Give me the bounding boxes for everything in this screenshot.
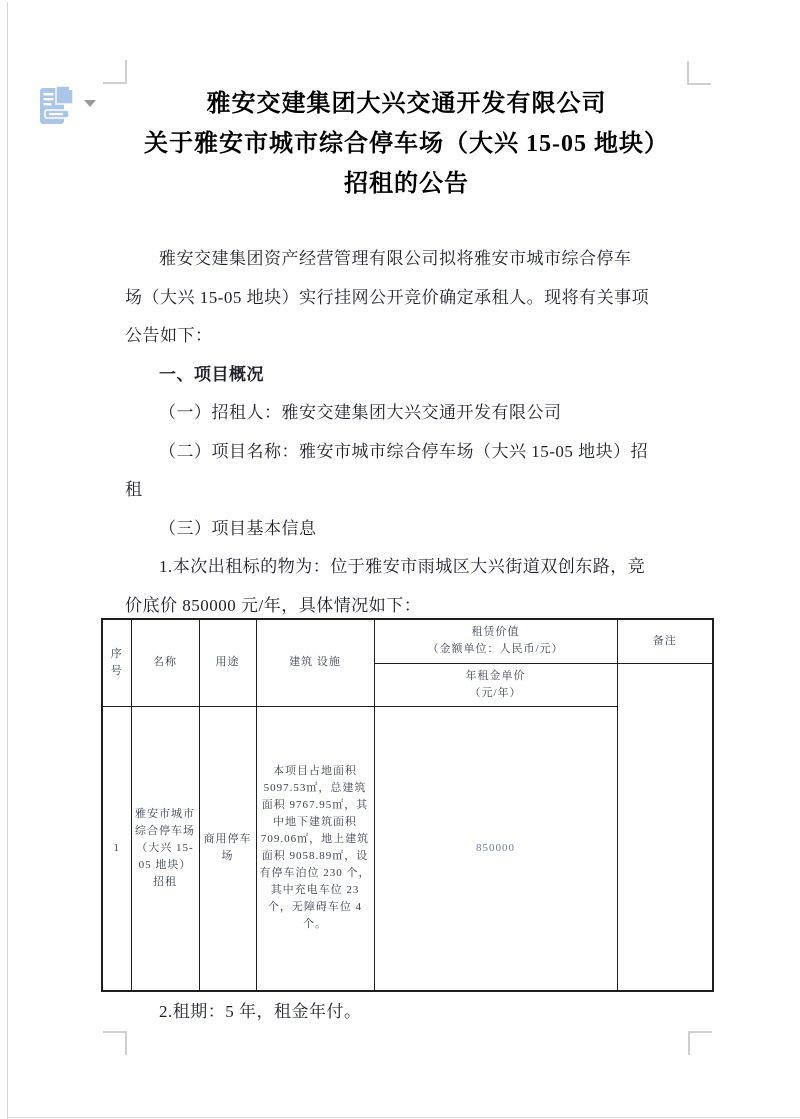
- title-line-3: 招租的公告: [344, 171, 469, 197]
- chevron-down-icon[interactable]: [84, 100, 96, 107]
- page-left-edge: [7, 2, 8, 1119]
- cell-seq: 1: [102, 706, 131, 991]
- header-name: 名称: [131, 619, 199, 706]
- body-line: 价底价 850000 元/年，具体情况如下：: [125, 595, 422, 615]
- body-line: （一）招租人：雅安交建集团大兴交通开发有限公司: [159, 403, 562, 422]
- header-annual-rent-line2: （元/年）: [469, 686, 522, 699]
- project-info-table: [101, 618, 714, 992]
- cell-facilities: 本项目占地面积 5097.53㎡，总建筑面积 9767.95㎡，其中地下建筑面积 709.06㎡，地上建筑面积 9058.89㎡，设有停车泊位 230 个，其中充电车位 23 个，无障碍车位 4 个。: [256, 706, 374, 991]
- header-facilities: 建筑 设施: [256, 619, 374, 706]
- title-line-1: 雅安交建集团大兴交通开发有限公司: [206, 91, 607, 117]
- body-line: 场（大兴 15-05 地块）实行挂网公开竞价确定承租人。现将有关事项: [125, 287, 650, 307]
- body-line: 公告如下：: [125, 326, 213, 345]
- header-annual-rent: [374, 663, 617, 706]
- paste-options-icon[interactable]: [38, 84, 75, 131]
- cell-name: 雅安市城市综合停车场（大兴 15-05 地块）招租: [131, 706, 199, 991]
- header-rental-value-line2: （金额单位：人民币/元）: [427, 643, 564, 656]
- document-body: [125, 240, 691, 625]
- header-rental-value: [374, 619, 617, 663]
- body-line-after-table: 2.租期：5 年，租金年付。: [159, 1002, 362, 1021]
- header-seq: 序号: [102, 619, 131, 706]
- section-heading: 一、项目概况: [159, 364, 264, 384]
- text-boundary-mark-top-left: [103, 60, 127, 84]
- body-line: 雅安交建集团资产经营管理有限公司拟将雅安市城市综合停车: [159, 249, 632, 268]
- header-rental-value-line1: 租赁价值: [471, 626, 520, 639]
- text-boundary-mark-top-right: [687, 61, 711, 85]
- body-line: 1.本次出租标的物为：位于雅安市雨城区大兴街道双创东路，竞: [159, 557, 646, 576]
- header-usage: 用途: [199, 619, 256, 706]
- body-line: 租: [125, 480, 143, 499]
- header-annual-rent-line1: 年租金单价: [465, 669, 526, 682]
- document-title: [125, 84, 688, 204]
- body-line: （二）项目名称：雅安市城市综合停车场（大兴 15-05 地块）招: [159, 441, 649, 461]
- text-boundary-mark-bottom-left: [103, 1031, 127, 1055]
- text-boundary-mark-bottom-right: [688, 1031, 712, 1055]
- cell-usage: 商用停车场: [199, 706, 256, 991]
- title-line-2: 关于雅安市城市综合停车场（大兴 15-05 地块）: [144, 131, 669, 157]
- body-line: （三）项目基本信息: [159, 518, 317, 538]
- cell-annual-rent: 850000: [374, 706, 617, 991]
- header-remark: 备注: [617, 619, 713, 663]
- page-bottom-edge: [7, 1117, 800, 1118]
- paste-options-button[interactable]: [38, 84, 102, 126]
- cell-remark: [617, 663, 713, 991]
